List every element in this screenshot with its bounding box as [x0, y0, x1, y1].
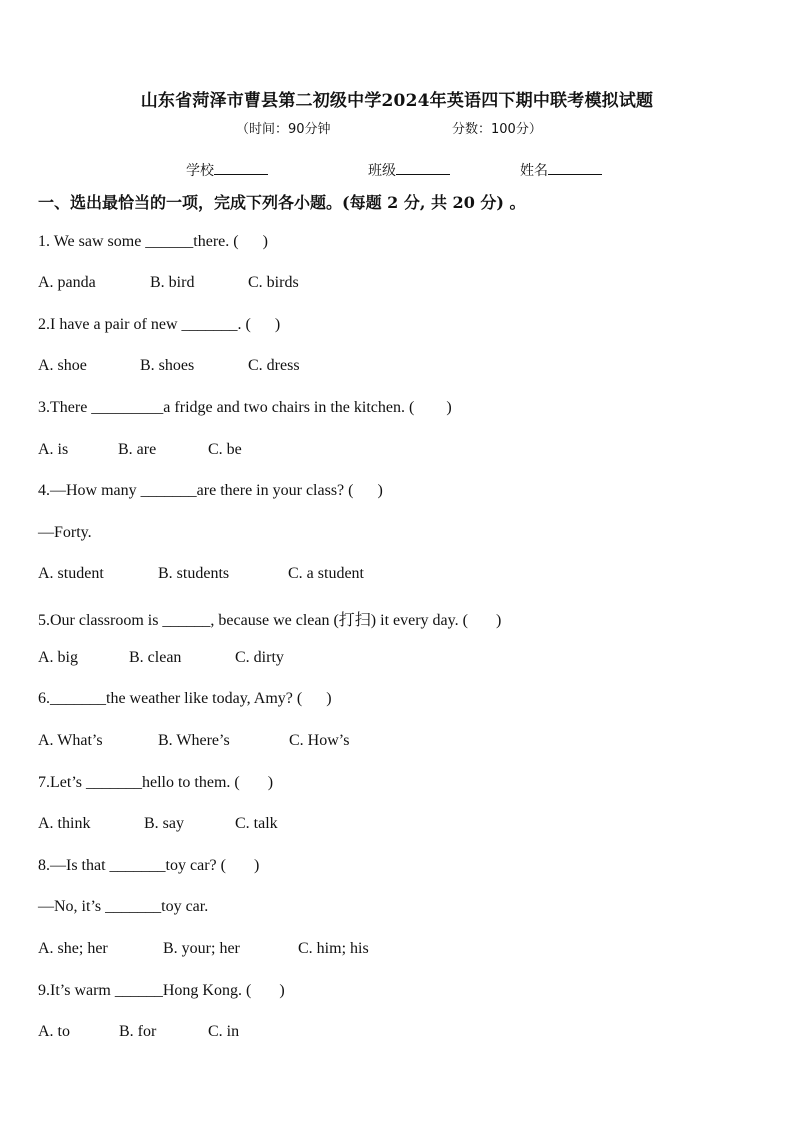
option-b: B. Where’s — [158, 732, 230, 749]
option-b: B. your; her — [163, 940, 240, 957]
question-8-stem: 8.—Is that _______toy car? ( ) — [38, 857, 260, 874]
name-field — [520, 160, 602, 180]
option-a: A. big — [38, 649, 78, 666]
option-b: B. bird — [150, 274, 195, 291]
option-a: A. shoe — [38, 357, 87, 374]
exam-title: 山东省菏泽市曹县第二初级中学2024年英语四下期中联考模拟试题 — [140, 91, 654, 111]
option-c: C. be — [208, 441, 242, 458]
option-b: B. are — [118, 441, 157, 458]
question-6-stem: 6._______the weather like today, Amy? ( ) — [38, 690, 332, 707]
question-9-stem: 9.It’s warm ______Hong Kong. ( ) — [38, 982, 285, 999]
class-blank — [396, 160, 450, 175]
option-a: A. think — [38, 815, 91, 832]
question-5-stem: 5.Our classroom is ______, because we clean (打扫) it every day. ( ) — [38, 612, 502, 629]
option-a: A. What’s — [38, 732, 103, 749]
option-c: C. birds — [248, 274, 299, 291]
option-c: C. in — [208, 1023, 240, 1040]
option-b: B. shoes — [140, 357, 195, 374]
option-c: C. a student — [288, 565, 364, 582]
class-label: 班级 — [368, 163, 396, 179]
option-a: A. student — [38, 565, 104, 582]
question-1-stem: 1. We saw some ______there. ( ) — [38, 233, 268, 250]
section-heading: 一、选出最恰当的一项，完成下列各小题。(每题 2 分, 共 20 分) 。 — [38, 193, 526, 212]
option-b: B. for — [119, 1023, 157, 1040]
question-7-stem: 7.Let’s _______hello to them. ( ) — [38, 774, 274, 791]
school-blank — [214, 160, 268, 175]
question-4-answer-line: —Forty. — [38, 524, 92, 541]
total-score: 分数：100分） — [452, 122, 542, 137]
question-4-stem: 4.—How many _______are there in your class? ( ) — [38, 482, 383, 499]
option-a: A. panda — [38, 274, 96, 291]
class-field — [368, 160, 450, 180]
option-a: A. to — [38, 1023, 70, 1040]
option-c: C. dirty — [235, 649, 284, 666]
name-label: 姓名 — [520, 163, 548, 179]
question-2-stem: 2.I have a pair of new _______. ( ) — [38, 316, 281, 333]
option-c: C. talk — [235, 815, 278, 832]
option-b: B. students — [158, 565, 230, 582]
question-8-answer-line: —No, it’s _______toy car. — [38, 898, 209, 915]
school-label: 学校 — [186, 163, 214, 179]
school-field — [186, 160, 268, 180]
option-c: C. him; his — [298, 940, 369, 957]
option-c: C. dress — [248, 357, 300, 374]
option-a: A. she; her — [38, 940, 108, 957]
option-c: C. How’s — [289, 732, 350, 749]
option-b: B. clean — [129, 649, 182, 666]
time-limit: （时间：90分钟 — [236, 122, 331, 137]
option-b: B. say — [144, 815, 184, 832]
question-3-stem: 3.There _________a fridge and two chairs in the kitchen. ( ) — [38, 399, 452, 416]
name-blank — [548, 160, 602, 175]
option-a: A. is — [38, 441, 69, 458]
